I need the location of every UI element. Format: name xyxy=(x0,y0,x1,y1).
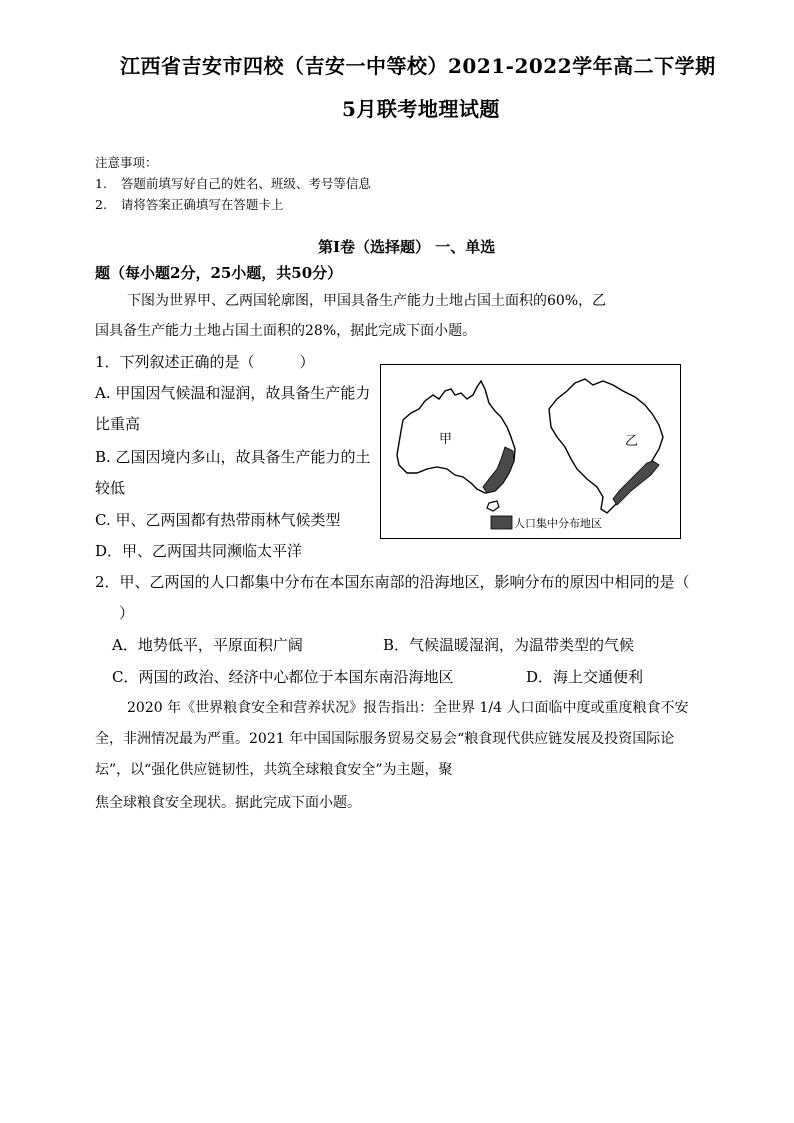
q1-option-c: C. 甲、乙两国都有热带雨林气候类型 xyxy=(95,511,341,529)
notice-item-2 xyxy=(95,195,283,213)
notice-item-number: 1. xyxy=(95,176,107,191)
legend-swatch xyxy=(491,516,512,529)
notice-item-text: 答题前填写好自己的姓名、班级、考号等信息 xyxy=(120,176,371,191)
q2-option-d: D．海上交通便利 xyxy=(526,668,644,686)
passage-2-line-3: 坛”，以“强化供应链韧性，共筑全球粮食安全”为主题，聚 xyxy=(95,762,453,778)
q2-option-a: A．地势低平，平原面积广阔 xyxy=(112,636,303,654)
notice-item-text: 请将答案正确填写在答题卡上 xyxy=(120,197,284,212)
country-yi-outline xyxy=(549,379,663,513)
title-line-2: 5月联考地理试题 xyxy=(342,97,500,121)
q1-option-a-line-2: 比重高 xyxy=(95,415,141,433)
section-heading-line-2: 题（每小题2分，25小题，共50分） xyxy=(95,264,343,282)
passage-1-line-2: 国具备生产能力土地占国土面积的28%，据此完成下面小题。 xyxy=(95,323,477,339)
q1-stem: 1．下列叙述正确的是（ ） xyxy=(95,353,315,371)
passage-2-line-4: 焦全球粮食安全现状。据此完成下面小题。 xyxy=(95,795,361,811)
passage-1-line-1: 下图为世界甲、乙两国轮廓图，甲国具备生产能力土地占国土面积的60%，乙 xyxy=(127,293,607,309)
legend-label: 人口集中分布地区 xyxy=(514,517,602,530)
section-heading-line-1: 第I卷（选择题） 一、单选 xyxy=(318,238,496,256)
q1-option-b-line-2: 较低 xyxy=(95,479,126,497)
country-jia-label: 甲 xyxy=(439,432,453,447)
q1-option-a-line-1: A. 甲国因气候温和湿润，故具备生产能力 xyxy=(95,384,371,402)
q2-option-b: B．气候温暖湿润，为温带类型的气候 xyxy=(383,636,635,654)
q2-stem-line-2: ） xyxy=(119,604,135,622)
outline-map xyxy=(381,365,680,538)
country-outline-figure xyxy=(380,364,681,539)
notice-heading: 注意事项： xyxy=(95,155,158,170)
q1-option-d: D．甲、乙两国共同濒临太平洋 xyxy=(95,542,303,560)
passage-2-line-2: 全，非洲情况最为严重。2021 年中国国际服务贸易交易会“粮食现代供应链发展及投资国际论 xyxy=(95,731,675,747)
notice-item-number: 2. xyxy=(95,197,107,212)
country-yi-label: 乙 xyxy=(625,434,639,449)
passage-2-line-1: 2020 年《世界粮食安全和营养状况》报告指出：全世界 1/4 人口面临中度或重度粮食不安 xyxy=(127,700,689,716)
q1-option-b-line-1: B. 乙国因境内多山，故具备生产能力的土 xyxy=(95,448,371,466)
q2-stem-line-1: 2．甲、乙两国的人口都集中分布在本国东南部的沿海地区，影响分布的原因中相同的是（ xyxy=(95,573,690,591)
island-outline xyxy=(487,501,499,511)
notice-item-1 xyxy=(95,174,371,192)
title-line-1: 江西省吉安市四校（吉安一中等校）2021-2022学年高二下学期 xyxy=(120,54,716,78)
q2-option-c: C．两国的政治、经济中心都位于本国东南沿海地区 xyxy=(112,668,454,686)
